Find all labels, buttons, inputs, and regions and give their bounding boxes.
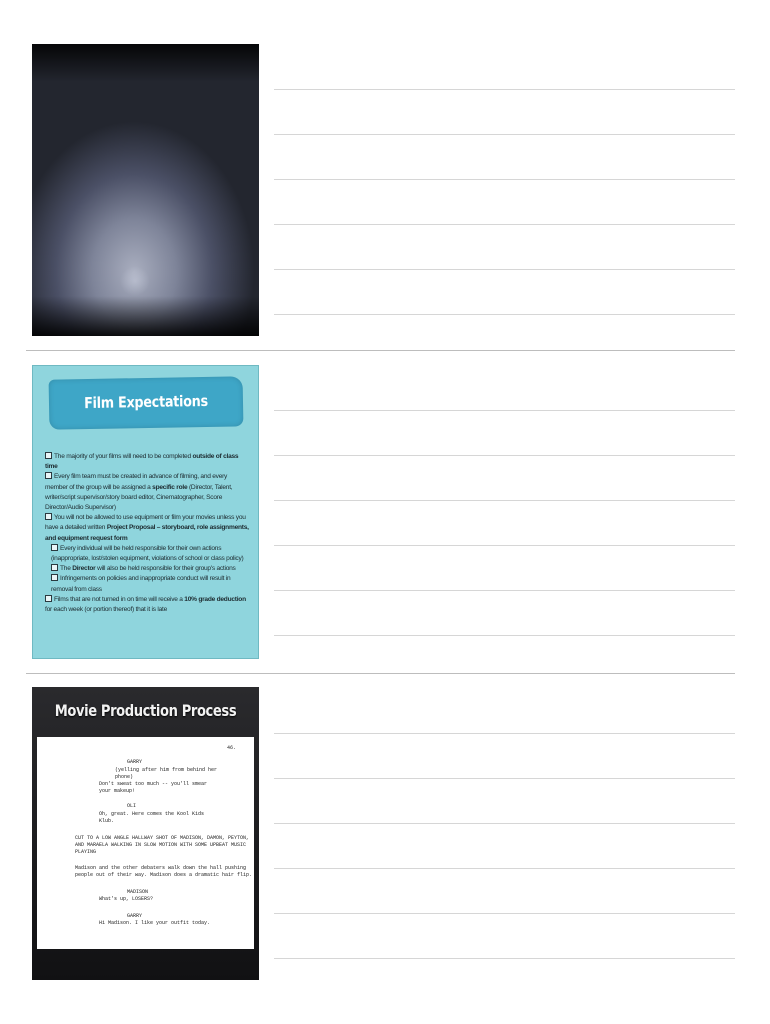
note-line: [274, 958, 735, 959]
parenthetical: phone): [115, 774, 134, 780]
checkbox-icon: [45, 595, 52, 602]
action-line: AND MARAELA WALKING IN SLOW MOTION WITH SOME UPBEAT MUSIC: [75, 842, 247, 848]
checkbox-icon: [45, 452, 52, 459]
slide-2-thumbnail: [32, 365, 259, 659]
bullet-text: You will not be allowed to use equipment or film your movies unless you have a detailed written: [45, 514, 246, 532]
note-line: [274, 590, 735, 591]
bullet-text: will also be held responsible for their group's actions: [95, 565, 236, 573]
section-divider: [26, 350, 735, 351]
bullet-text: The majority of your films will need to be completed: [54, 453, 193, 460]
checkbox-icon: [51, 544, 58, 551]
sub-bullet-2: [45, 564, 250, 574]
note-line: [274, 635, 735, 636]
character-name: MADISON: [127, 889, 149, 895]
dialogue: your makeup!: [99, 788, 136, 794]
note-line: [274, 224, 735, 225]
action-line: people out of their way. Madison does a dramatic hair flip.: [75, 872, 253, 878]
screenplay-page: [37, 737, 254, 949]
bullet-bold: 10% grade deduction: [184, 595, 246, 603]
dialogue: Klub.: [99, 818, 115, 824]
sub-bullet-3: [45, 574, 250, 594]
bullet-text: Every film team must be created in advance of filming, and every member of the group will be assigned a: [45, 473, 228, 491]
dialogue: Don't sweat too much -- you'll smear: [99, 781, 208, 787]
bullet-2: [45, 472, 250, 513]
action-line: CUT TO A LOW ANGLE HALLWAY SHOT OF MADISON, DAMON, PEYTON,: [75, 835, 250, 841]
bullet-text: for each week (or portion thereof) that it is late: [45, 606, 168, 614]
bullet-bold: outside of class time: [45, 453, 239, 471]
note-line: [274, 134, 735, 135]
note-line: [274, 545, 735, 546]
bullet-1: [45, 452, 250, 472]
parenthetical: (yelling after him from behind her: [115, 767, 218, 773]
bullet-text: Films that are not turned in on time will receive a: [54, 595, 185, 603]
slide-1-thumbnail: [32, 44, 259, 336]
bullet-bold: Director: [72, 565, 96, 573]
section-divider: [26, 673, 735, 674]
note-line: [274, 823, 735, 824]
character-name: GARRY: [127, 759, 143, 765]
dialogue: Hi Madison. I like your outfit today.: [99, 920, 211, 926]
bullet-4: [45, 595, 250, 615]
action-line: Madison and the other debaters walk down the hall pushing: [75, 865, 247, 871]
checkbox-icon: [51, 574, 58, 581]
note-line: [274, 778, 735, 779]
bullet-bold: Project Proposal – storyboard, role assignments, and equipment request form: [45, 524, 249, 542]
sub-bullet-1: [45, 544, 250, 564]
note-line: [274, 868, 735, 869]
action-line: PLAYING: [75, 849, 97, 855]
checkbox-icon: [51, 564, 58, 571]
character-name: GARRY: [127, 913, 143, 919]
character-name: OLI: [127, 803, 137, 809]
bullet-3: [45, 513, 250, 544]
title-banner: [49, 376, 244, 429]
note-line: [274, 455, 735, 456]
bullet-text: (Director, Talent, writer/script supervisor/story board editor, Cinematographer, Score Director/Audio Supervisor): [45, 483, 233, 512]
note-line: [274, 179, 735, 180]
bullet-bold: specific role: [152, 483, 188, 491]
bullet-text: Infringements on policies and inappropriate conduct will result in removal from class: [51, 575, 231, 593]
slide-title: Movie Production Process: [54, 701, 237, 720]
note-line: [274, 89, 735, 90]
note-line: [274, 500, 735, 501]
slide-title: Film Expectations: [83, 391, 208, 413]
checkbox-icon: [45, 513, 52, 520]
note-line: [274, 913, 735, 914]
dialogue: What's up, LOSERS?: [99, 896, 154, 902]
note-line: [274, 269, 735, 270]
bullet-text: The: [60, 565, 73, 573]
dialogue: Oh, great. Here comes the Kool Kids: [99, 811, 205, 817]
note-line: [274, 733, 735, 734]
checkbox-icon: [45, 472, 52, 479]
page-number: 46.: [227, 745, 237, 751]
spotlight-glow: [120, 266, 150, 296]
slide-3-thumbnail: [32, 687, 259, 980]
note-line: [274, 314, 735, 315]
bullet-text: Every individual will be held responsible for their own actions (inappropriate, lost/stolen equipment, violations of school or class policy): [51, 544, 244, 563]
note-line: [274, 410, 735, 411]
slide-body: [45, 452, 250, 615]
